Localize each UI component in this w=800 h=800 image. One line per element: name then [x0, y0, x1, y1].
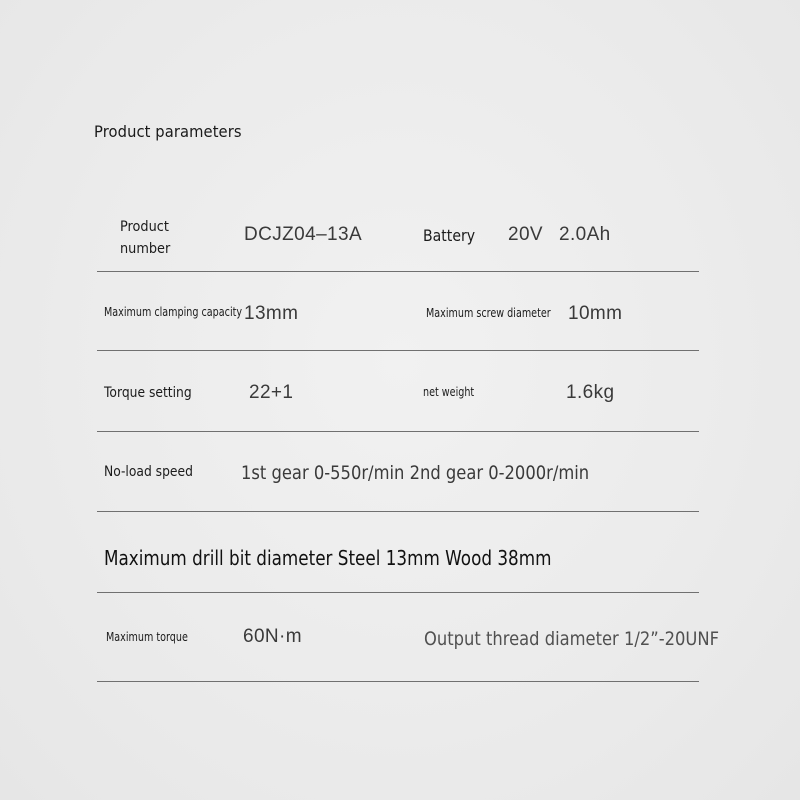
- row-divider: [97, 350, 699, 351]
- product-number-value: DCJZ04–13A: [244, 224, 363, 245]
- battery-label: Battery: [423, 226, 476, 245]
- torque-setting-label: Torque setting: [104, 385, 192, 401]
- battery-voltage-value: 20V: [508, 224, 544, 245]
- battery-capacity-value: 2.0Ah: [559, 224, 611, 245]
- max-screw-diameter-label: Maximum screw diameter: [426, 306, 551, 320]
- no-load-speed-label: No-load speed: [104, 464, 193, 480]
- no-load-speed-value: 1st gear 0-550r/min 2nd gear 0-2000r/min: [241, 462, 590, 484]
- max-screw-diameter-value: 10mm: [568, 303, 623, 324]
- max-torque-value: 60N·m: [243, 626, 303, 647]
- row-divider: [97, 271, 699, 272]
- max-clamping-capacity-label: Maximum clamping capacity: [104, 305, 243, 319]
- product-number-label: [120, 216, 170, 260]
- output-thread-diameter-text: Output thread diameter 1/2”-20UNF: [424, 628, 720, 650]
- max-clamping-capacity-value: 13mm: [244, 303, 299, 324]
- row-divider: [97, 681, 699, 682]
- net-weight-value: 1.6kg: [566, 382, 615, 403]
- torque-setting-value: 22+1: [249, 382, 294, 403]
- page-title: Product parameters: [94, 122, 242, 141]
- max-drill-bit-diameter-text: Maximum drill bit diameter Steel 13mm Wood 38mm: [104, 546, 552, 570]
- product-number-label-line1: Product: [120, 219, 169, 235]
- row-divider: [97, 511, 699, 512]
- row-divider: [97, 592, 699, 593]
- net-weight-label: net weight: [423, 385, 475, 399]
- product-number-label-line2: number: [120, 241, 171, 257]
- max-torque-label: Maximum torque: [106, 630, 188, 644]
- row-divider: [97, 431, 699, 432]
